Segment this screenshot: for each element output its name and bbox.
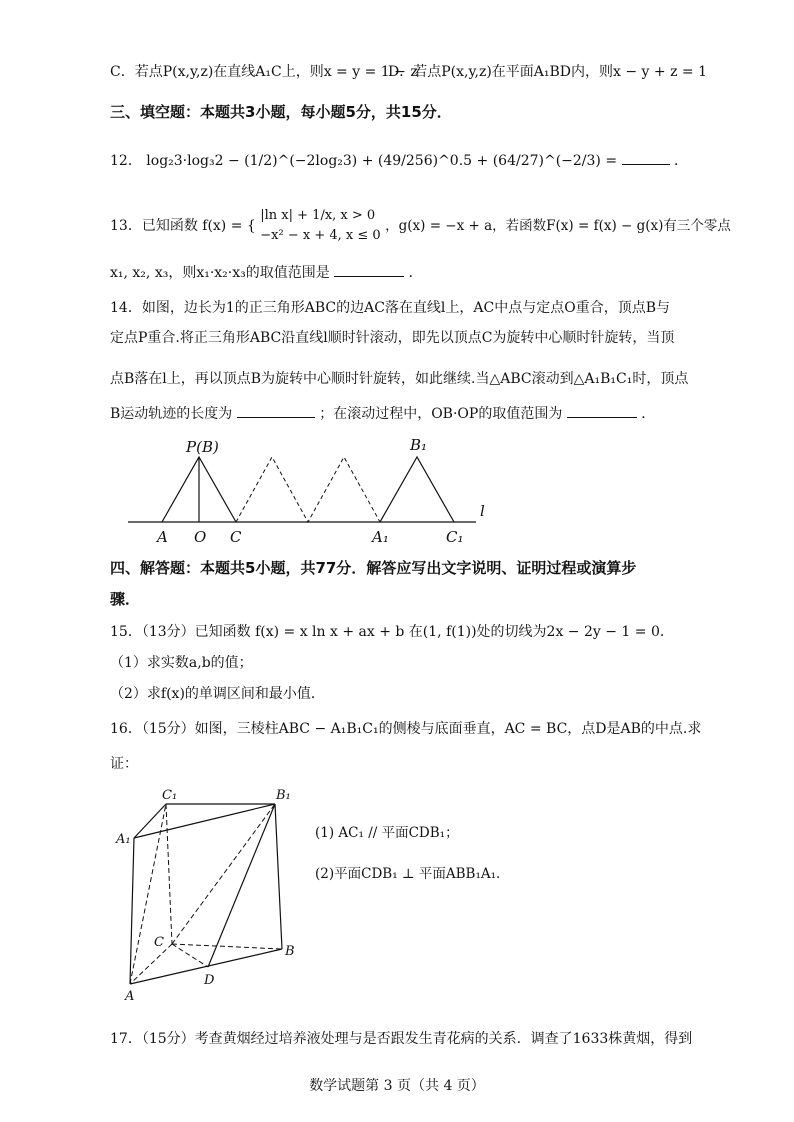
label-b1: B₁: [276, 788, 291, 803]
q16-line-2: 证：: [110, 756, 138, 772]
q16-line-1: 16．（15分）如图，三棱柱ABC − A₁B₁C₁的侧棱与底面垂直，AC = BC，点D是AB的中点.求: [110, 721, 702, 737]
section-4-heading-line1: 四、解答题：本题共5小题，共77分．解答应写出文字说明、证明过程或演算步: [110, 559, 637, 577]
q14-line-2: 定点P重合.将正三角形ABC沿直线l顺时针滚动，即先以顶点C为旋转中心顺时针旋转，当顶: [110, 330, 675, 346]
label-o: O: [194, 528, 207, 546]
q14-line4-mid: ；在滚动过程中，OB·OP的取值范围为: [319, 406, 563, 422]
q14-line-3: 点B落在l上，再以顶点B为旋转中心顺时针旋转，如此继续.当△ABC滚动到△A₁B₁C₁时，顶点: [110, 371, 689, 387]
q17-line-1: 17．（15分）考查黄烟经过培养液处理与是否跟发生青花病的关系．调查了1633株黄烟，得到: [110, 1031, 693, 1047]
q13-answer-blank[interactable]: [334, 262, 404, 277]
q13-line2-pre: x₁, x₂, x₃，则x₁·x₂·x₃的取值范围是: [110, 265, 330, 281]
q12-expression: log₂3·log₃2 − (1/2)^(−2log₂3) + (49/256)^0.5 + (64/27)^(−2/3) =: [146, 153, 618, 169]
label-a1: A₁: [372, 528, 389, 546]
q14-line-1: 14．如图，边长为1的正三角形ABC的边AC落在直线l上，AC中点与定点O重合，顶点B与: [110, 300, 670, 316]
label-a: A: [157, 528, 168, 546]
q16-part-2: (2)平面CDB₁ ⊥ 平面ABB₁A₁．: [315, 866, 510, 882]
label-c1: C₁: [162, 788, 178, 803]
q13-case-1: |ln x| + 1/x, x > 0: [260, 208, 376, 223]
q15-line-1: 15．（13分）已知函数 f(x) = x ln x + ax + b 在(1, f(1))处的切线为2x − 2y − 1 = 0．: [110, 624, 674, 640]
section-3-heading: 三、填空题：本题共3小题，每小题5分，共15分．: [110, 103, 452, 121]
q13-line1-pre: 13．已知函数 f(x) = {: [110, 218, 256, 234]
label-c: C: [154, 935, 164, 950]
label-c: C: [230, 528, 242, 546]
question-13: [110, 206, 731, 246]
q16-prism-figure: [110, 786, 310, 1006]
q13-line2-end: ．: [408, 265, 423, 281]
q14-line4-end: ．: [641, 406, 656, 422]
label-a: A: [125, 989, 135, 1004]
q12-end: ．: [673, 153, 688, 169]
q14-answer-blank-2[interactable]: [567, 403, 637, 418]
q12-answer-blank[interactable]: [622, 150, 670, 165]
label-d: D: [204, 973, 215, 988]
label-a1: A₁: [116, 832, 131, 847]
dashed-rolling-path: [236, 457, 380, 522]
q15-part-1: （1）求实数a,b的值；: [110, 655, 253, 671]
option-d: D．若点P(x,y,z)在平面A₁BD内，则x − y + z = 1: [388, 64, 708, 80]
label-b1: B₁: [410, 436, 428, 454]
label-b: B: [285, 944, 295, 959]
q14-line4-pre: B运动轨迹的长度为: [110, 406, 233, 422]
q14-line-4: [110, 403, 655, 424]
q13-case-2: −x² − x + 4, x ≤ 0: [260, 228, 381, 243]
label-l: l: [480, 502, 485, 520]
triangle-a1b1c1: [380, 457, 454, 522]
label-pb: P(B): [186, 438, 219, 456]
q12-number: 12．: [110, 153, 142, 169]
q13-line1-post: ，g(x) = −x + a，若函数F(x) = f(x) − g(x)有三个零点: [385, 218, 731, 234]
section-4-heading-line2: 骤．: [110, 590, 141, 608]
option-c: C．若点P(x,y,z)在直线A₁C上，则x = y = 1 − z: [110, 64, 418, 80]
q15-part-2: （2）求f(x)的单调区间和最小值．: [110, 686, 325, 702]
q14-answer-blank-1[interactable]: [237, 403, 315, 418]
question-13-line2: [110, 262, 423, 283]
q14-rolling-triangle-figure: [0, 432, 794, 552]
q16-part-1: (1) AC₁ // 平面CDB₁；: [315, 825, 459, 841]
label-c1: C₁: [446, 528, 464, 546]
question-12: [110, 150, 688, 171]
page-footer: 数学试题第 3 页（共 4 页）: [309, 1078, 485, 1094]
